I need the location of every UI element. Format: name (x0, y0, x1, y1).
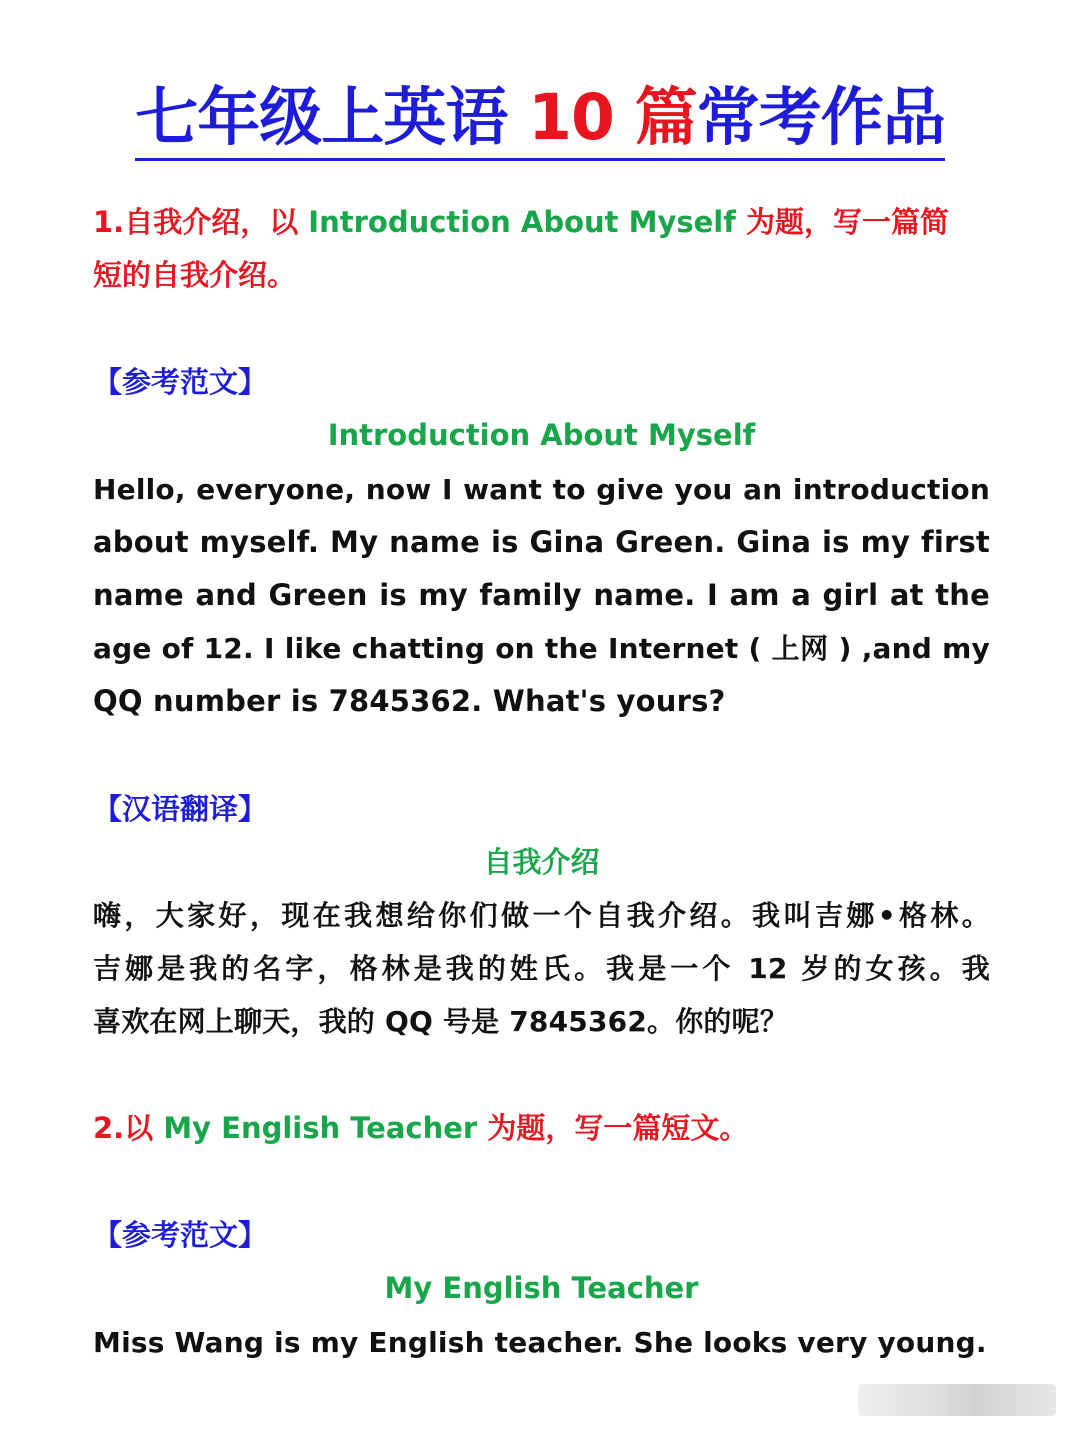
task-2-rest: 为题，写一篇短文。 (477, 1111, 749, 1145)
title-underline (135, 78, 945, 161)
task-1-line-1 (93, 196, 990, 249)
translation-line-2: 吉娜是我的名字，格林是我的姓氏。我是一个 12 岁的女孩。我 (93, 952, 990, 985)
task-1-number: 1.自我介绍，以 (93, 205, 309, 239)
watermark-blur (858, 1384, 1056, 1416)
page-title (0, 78, 1080, 161)
task-2-line (93, 1102, 990, 1155)
task-2-number: 2.以 (93, 1111, 164, 1145)
task-2-topic: My English Teacher (163, 1111, 478, 1145)
title-part-3: 常考作品 (696, 81, 945, 154)
task-1-line-2: 短的自我介绍。 (93, 258, 297, 292)
essay-1-line-5: QQ number is 7845362. What's yours? (93, 684, 726, 718)
task-1-rest: 为题，写一篇简 (735, 205, 949, 239)
essay-2-line-1: Miss Wang is my English teacher. She looks very young. (93, 1326, 987, 1359)
translation-line-1: 嗨，大家好，现在我想给你们做一个自我介绍。我叫吉娜•格林。 (93, 899, 990, 932)
essay-1-line-3: name and Green is my family name. I am a girl at the (93, 578, 990, 612)
essay-1-heading: Introduction About Myself (327, 418, 756, 452)
essay-1-line-1: Hello, everyone, now I want to give you an introduction (93, 473, 990, 506)
essay-1-line-4: age of 12. I like chatting on the Internet ( 上网 ) ,and my (93, 632, 990, 665)
reference-tag-1: 【参考范文】 (93, 365, 268, 399)
translation-heading: 自我介绍 (483, 845, 600, 879)
essay-1-line-2: about myself. My name is Gina Green. Gina is my first (93, 525, 990, 559)
title-part-1: 七年级上英语 (135, 81, 508, 154)
translation-line-3: 喜欢在网上聊天，我的 QQ 号是 7845362。你的呢？ (93, 1005, 789, 1038)
reference-tag-2: 【参考范文】 (93, 1218, 268, 1252)
essay-2-heading: My English Teacher (384, 1271, 699, 1305)
task-1-topic: Introduction About Myself (308, 205, 736, 239)
translation-tag: 【汉语翻译】 (93, 792, 268, 826)
title-part-2: 10 篇 (528, 81, 697, 154)
